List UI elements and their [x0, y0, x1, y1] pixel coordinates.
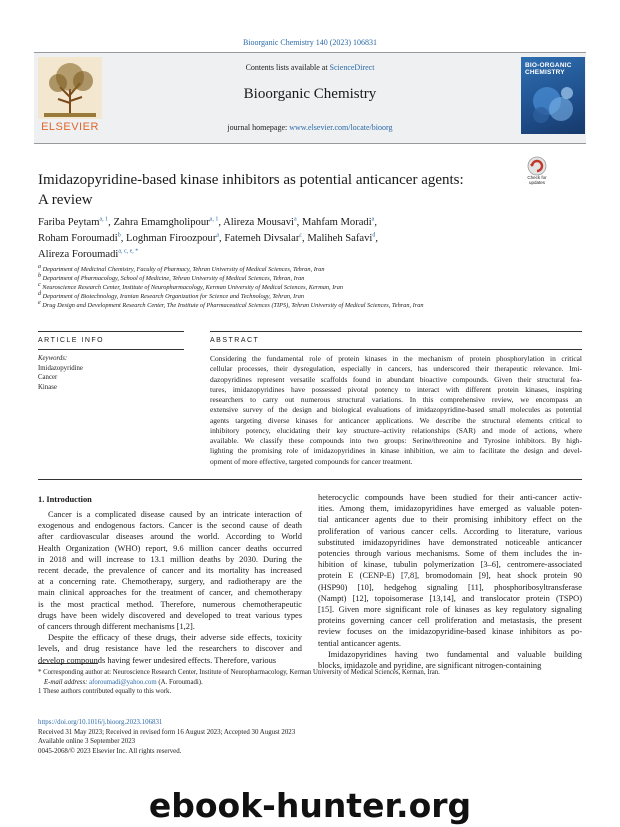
available-online: Available online 3 September 2023: [38, 738, 136, 746]
abstract-line: opment of more effective, targeted compounds for cancer treatment.: [210, 456, 413, 466]
intro-left-column: [38, 509, 302, 666]
elsevier-wordmark: ELSEVIER: [41, 121, 99, 133]
affiliation-text: Department of Pharmacology, School of Medicine, Tehran University of Medical Sciences, Tehran, Iran: [42, 274, 305, 282]
elsevier-logo: [36, 55, 104, 135]
intro-line: recent decade, the prevalence of cancer and its mortality has increased: [38, 566, 302, 576]
intro-line: tial anticancer agents due to their promising inhibitory effect on the: [318, 515, 582, 525]
check-for-updates-badge[interactable]: [521, 155, 553, 185]
badge-line-1: Check for: [527, 175, 547, 180]
author-affiliation-marker[interactable]: c: [299, 232, 303, 239]
keyword-item: Imidazopyridine: [38, 364, 83, 372]
contents-line: [120, 63, 500, 72]
intro-line: of cancers through different mechanisms [1,2].: [38, 622, 195, 632]
author-affiliation-marker[interactable]: a: [371, 216, 375, 223]
abstract-top-rule: [210, 331, 582, 332]
abstract-line: agents targeting diverse kinases for anticancer applications. We describe the structural elements critical to: [210, 415, 582, 425]
affiliation-text: Neuroscience Research Center, Institute of Neuropharmacology, Kerman University of Medical Sciences, Kerman, Iran: [42, 283, 344, 291]
intro-line: levels, and drug resistance have led the researchers to discover and: [38, 644, 302, 654]
abstract-line: available. We classify these compounds into two groups: Serine/threonine and Tyrosine inhibitors. By high-: [210, 436, 582, 445]
author-affiliation-marker[interactable]: a: [293, 216, 297, 223]
cover-title: BIO-ORGANIC CHEMISTRY: [525, 62, 572, 76]
abstract-sub-rule: [210, 349, 582, 350]
intro-line: potencies through various mechanisms. Some of them includes the in-: [318, 549, 582, 559]
affiliation-key: d: [38, 290, 41, 297]
authors-line-1: Fariba Peytam$^{a, 1}$, Zahra Emamgholipour$^{a, 1}$, Alireza Mousavi$^a$, Mahfam Moradi$^a$,: [38, 216, 377, 228]
author-affiliation-marker[interactable]: a: [216, 232, 220, 239]
intro-heading: 1. Introduction: [38, 495, 92, 504]
intro-line: in 2018 and will increase to 13.1 million deaths by 2030. During the: [38, 554, 302, 564]
journal-homepage-link[interactable]: www.elsevier.com/locate/bioorg: [289, 123, 393, 132]
abstract-line: Considering the fundamental role of protein kinases in the mechanism of protein phosphorylation in critical: [210, 354, 582, 363]
intro-line: main clinical approaches for the treatment of cancer, and chemotherapy: [38, 588, 302, 598]
author-name: Zahra Emamgholipour: [113, 217, 210, 228]
keyword-item: Kinase: [38, 383, 57, 391]
author-name: Mahfam Moradi: [301, 217, 372, 228]
received-dates: Received 31 May 2023; Received in revised form 16 August 2023; Accepted 30 August 2023: [38, 728, 296, 736]
affiliation-key: c: [38, 281, 41, 288]
intro-line: is the most practical method. Therefore, numerous chemotherapeutic: [38, 599, 302, 609]
author-affiliation-marker[interactable]: a, 1: [209, 216, 219, 223]
journal-cover: [521, 57, 585, 134]
affiliation-key: a: [38, 263, 41, 270]
intro-line: after cardiovascular diseases around the world. According to World: [38, 532, 302, 542]
intro-line: ities. Among them, imidazopyridines have emerged as valuable poten-: [318, 504, 582, 514]
abstract-line: tures, imidazopyridines have possessed pivotal potency to interact with different protein kinases, inspiring: [210, 384, 582, 394]
intro-line: drugs have been widely discovered and developed to treat various types: [38, 610, 302, 620]
intro-line: heterocyclic compounds have been studied for their anti-cancer activ-: [318, 493, 582, 502]
author-name: Maliheh Safavi: [307, 233, 373, 244]
author-affiliation-marker[interactable]: d: [372, 232, 376, 239]
author-affiliation-marker[interactable]: b: [117, 232, 121, 239]
intro-line: review focuses on the imidazopyridine-based kinase inhibitors as po-: [318, 627, 582, 637]
abstract-line: dazopyridines represent versatile scaffolds found in abundant bioactive compounds. Given their structural fea-: [210, 374, 582, 384]
keywords-label: Keywords:: [38, 355, 68, 362]
homepage-line: [120, 123, 500, 132]
authors-line-3: [38, 247, 558, 263]
abstract-line: extensive survey of the design and biological evaluations of imidazopyridine-based small molecules as potential: [210, 405, 582, 415]
affiliation-text: Drug Design and Development Research Center, The Institute of Pharmaceutical Sciences (TIPS), Tehran University of Medical Sciences, Tehran, Iran: [42, 301, 424, 309]
author-name: Fatemeh Divsalar: [224, 233, 300, 244]
intro-line: substituted imidazopyridines have demonstrated noticeable anticancer: [318, 537, 582, 547]
check-for-updates-icon: [521, 155, 553, 177]
doi-link[interactable]: https://doi.org/10.1016/j.bioorg.2023.106831: [38, 719, 163, 726]
copyright: 0045-2068/© 2023 Elsevier Inc. All rights reserved.: [38, 747, 182, 755]
sciencedirect-link[interactable]: ScienceDirect: [329, 63, 375, 72]
intro-line: develop compounds having fewer undesired effects. Therefore, various: [38, 655, 277, 665]
email-link[interactable]: aforoumadi@yahoo.com: [89, 678, 157, 686]
email-note: [38, 678, 598, 688]
intro-line: proliferation of various cancer cells. According to literature, various: [318, 526, 582, 536]
affiliation-list: [38, 263, 598, 311]
corresponding-author-note: * Corresponding author at: Neuroscience Research Center, Institute of Neuropharmacology, Kerman University of Medical Sciences, Kerman, Iran.: [38, 669, 440, 676]
affiliation-item: [38, 281, 598, 293]
contents-prefix: Contents lists available at: [245, 63, 330, 72]
intro-line: Cancer is a complicated disease caused by an intricate interaction of: [48, 510, 302, 519]
intro-line: proteins governing cancer cell proliferation and metastasis, the present: [318, 616, 582, 626]
authors-line-2: Roham Foroumadi$^b$, Loghman Firoozpour$^a$, Fatemeh Divsalar$^c$, Maliheh Safavi$^d$,: [38, 232, 379, 244]
affiliation-key: b: [38, 272, 41, 279]
affiliation-item: [38, 272, 598, 284]
abstract-line: lighting the promising role of imidazopyridines in kinase inhibition, we aim to facilitate the design and devel-: [210, 446, 582, 456]
author-name: Fariba Peytam: [38, 217, 100, 228]
affiliation-item: [38, 263, 598, 275]
author-name: Roham Foroumadi: [38, 233, 118, 244]
author-affiliation-marker[interactable]: a, c, e, *: [118, 248, 139, 255]
abstract-heading: ABSTRACT: [210, 337, 260, 344]
article-title-line-2: A review: [38, 192, 93, 208]
abstract-text: [210, 354, 582, 467]
article-info-heading: ARTICLE INFO: [38, 337, 105, 344]
homepage-prefix: journal homepage:: [227, 123, 290, 132]
author-list: [38, 215, 558, 263]
keywords-list: [38, 364, 83, 393]
intro-line: blocks, imidazole and pyridine, are significant nitrogen-containing: [318, 661, 542, 671]
intro-line: Imidazopyridines having two fundamental and valuable building: [328, 649, 582, 659]
intro-line: exogenous and endogenous factors. Cancer is the second cause of death: [38, 521, 302, 531]
email-suffix: (A. Foroumadi).: [156, 678, 203, 686]
journal-citation[interactable]: Bioorganic Chemistry 140 (2023) 106831: [242, 38, 378, 47]
keyword-item: Cancer: [38, 374, 58, 382]
intro-line: tential anticancer agents.: [318, 638, 402, 648]
abstract-line: researchers to carry out numerous structural variations. In this comprehensive review, we encompass an: [210, 395, 582, 404]
article-info-sub-rule: [38, 349, 184, 350]
keywords-block: [38, 354, 83, 392]
equal-contribution-note: 1 These authors contributed equally to this work.: [38, 688, 172, 696]
affiliation-text: Department of Biotechnology, Iranian Research Organization for Science and Technology, Tehran, Iran: [42, 292, 304, 300]
intro-line: (Nampt) [12], topoisomerase [13,14], and translocator protein (TSPO): [318, 593, 582, 603]
affiliation-item: [38, 290, 598, 302]
intro-line: Despite the efficacy of these drugs, their adverse side effects, toxicity: [48, 633, 302, 643]
footnotes: [38, 668, 598, 697]
intro-line: (HSP90) [10], hedgehog signaling [11], phosphoribosyltransferase: [318, 582, 582, 592]
abstract-line: inhibitory potency, elucidating their key structure–activity relationships (SAR) and mode of actions, where: [210, 425, 582, 435]
watermark: ebook-hunter.org: [148, 786, 472, 825]
abstract-bottom-rule: [38, 479, 582, 480]
author-name: Loghman Firoozpour: [126, 233, 217, 244]
intro-right-column: [318, 492, 582, 671]
article-info-top-rule: [38, 331, 184, 332]
affiliation-text: Department of Medicinal Chemistry, Faculty of Pharmacy, Tehran University of Medical Sciences, Tehran, Iran: [42, 266, 325, 273]
intro-line: protein E (CENP-E) [7,8], bromodomain [9], heat shock protein 90: [318, 571, 582, 581]
intro-line: at a concerning rate. Chemotherapy, surgery, and radiotherapy are the: [38, 577, 302, 587]
email-label: E-mail address:: [44, 678, 90, 686]
author-name: Alireza Mousavi: [223, 217, 294, 228]
intro-line: hibition of kinase, tubulin polymerization [3–6], centromere-associated: [318, 560, 582, 570]
article-title: [38, 170, 498, 210]
affiliation-item: [38, 299, 598, 311]
abstract-line: cellular processes, their dysregulation, especially in cancers, has underscored their therapeutic relevance. Imi-: [210, 364, 582, 374]
affiliation-key: e: [38, 299, 41, 306]
author-affiliation-marker[interactable]: a, 1: [99, 216, 109, 223]
footnote-rule: [38, 663, 98, 664]
intro-line: Health Organization (WHO) report, 9.6 million cancer deaths occurred: [38, 543, 302, 553]
article-title-line-1: Imidazopyridine-based kinase inhibitors as potential anticancer agents:: [38, 172, 464, 188]
author-name: Alireza Foroumadi: [38, 249, 119, 260]
intro-line: [15]. Given more significant role of kinases as key regulatory signaling: [318, 605, 582, 615]
badge-line-2: updates: [528, 180, 545, 185]
molecule-art-icon: [527, 81, 579, 129]
journal-title: Bioorganic Chemistry: [243, 86, 377, 102]
doi-block: [38, 718, 598, 756]
